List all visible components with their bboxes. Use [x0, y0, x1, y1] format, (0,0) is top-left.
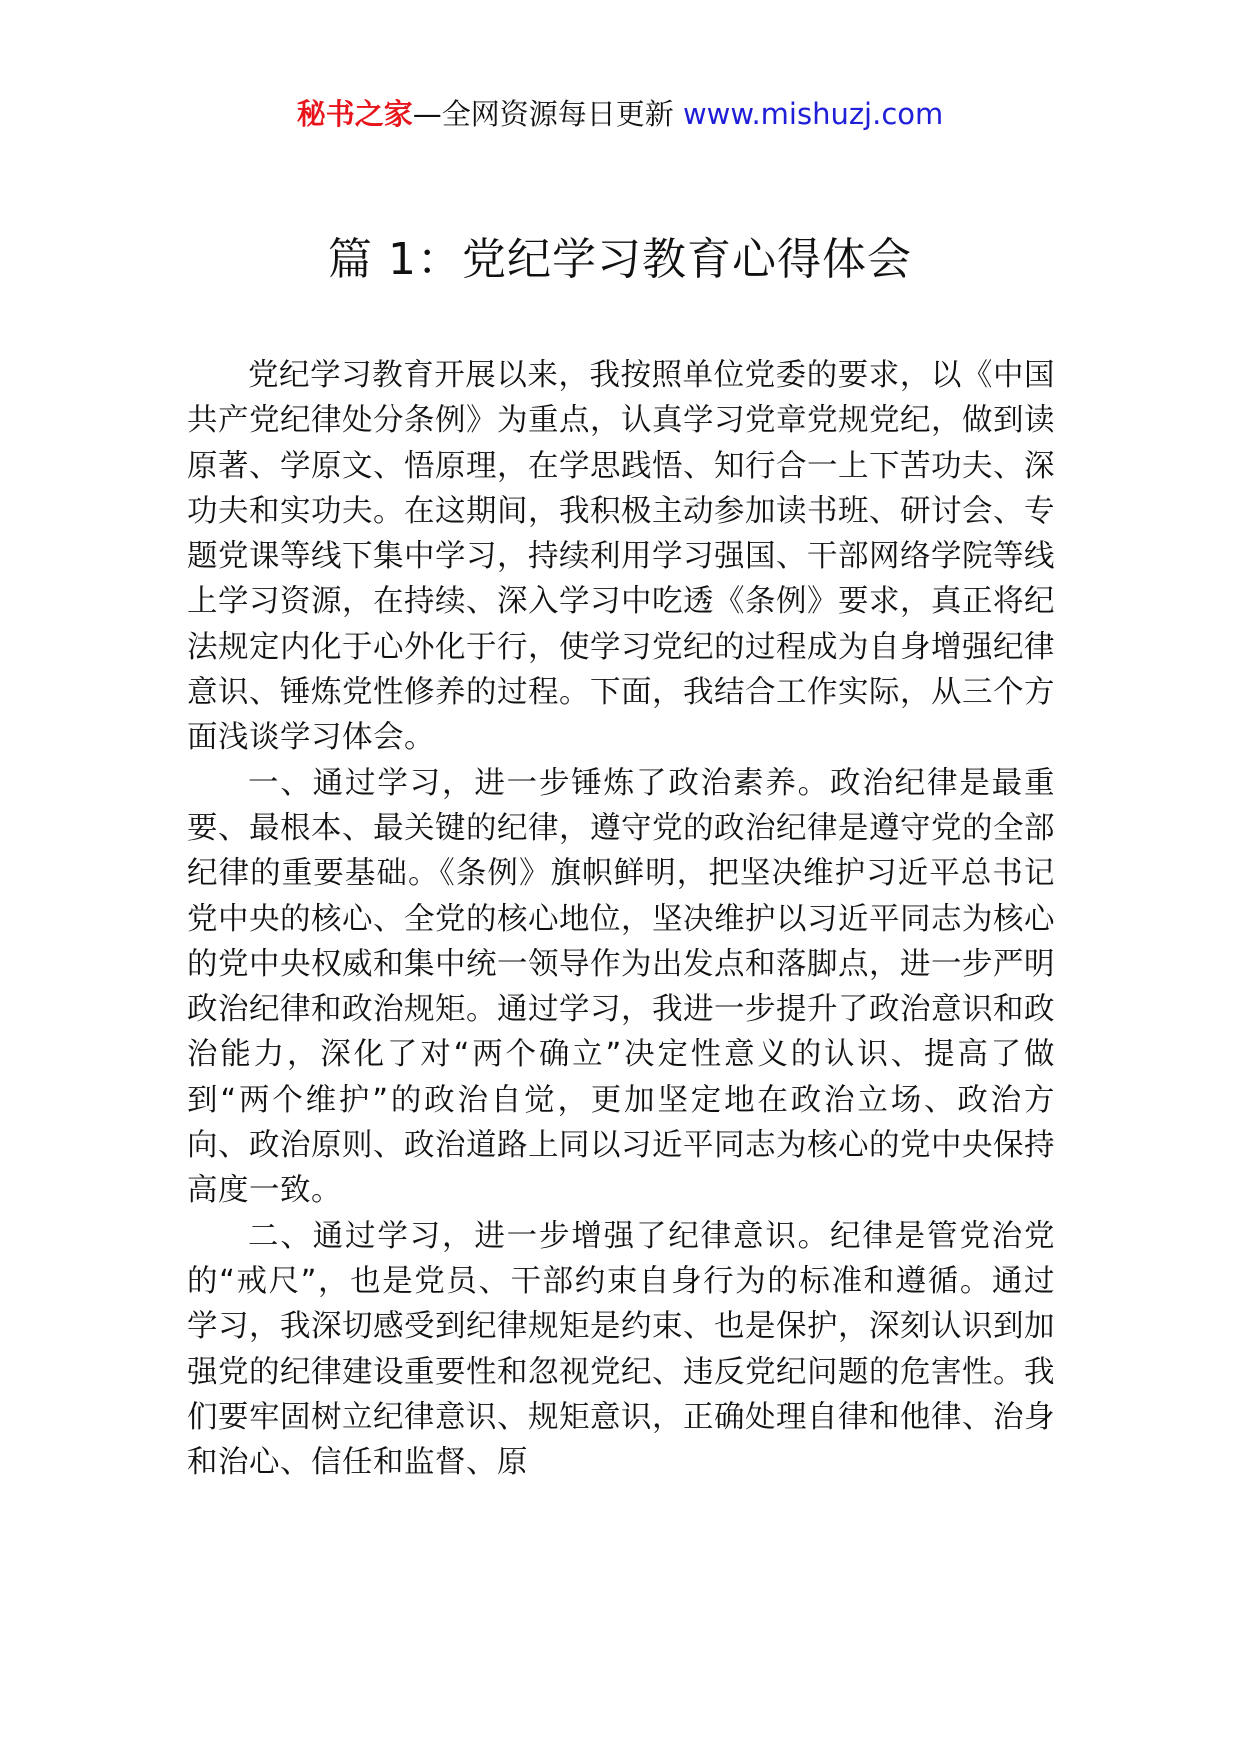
banner-tagline: —全网资源每日更新	[412, 97, 683, 131]
brand-name: 秘书之家	[296, 97, 413, 131]
paragraph-section-1: 一、通过学习，进一步锤炼了政治素养。政治纪律是最重要、最根本、最关键的纪律，遵守党的政治纪律是遵守党的全部纪律的重要基础。《条例》旗帜鲜明，把坚决维护习近平总书记党中央的核心、全党的核心地位，坚决维护以习近平同志为核心的党中央权威和集中统一领导作为出发点和落脚点，进一步严明政治纪律和政治规矩。通过学习，我进一步提升了政治意识和政治能力，深化了对“两个确立”决定性意义的认识、提高了做到“两个维护”的政治自觉，更加坚定地在政治立场、政治方向、政治原则、政治道路上同以习近平同志为核心的党中央保持高度一致。	[187, 765, 1055, 1209]
site-banner	[0, 94, 1240, 134]
site-url-link[interactable]: www.mishuzj.com	[682, 97, 944, 131]
document-body	[187, 353, 1055, 1485]
document-title: 篇 1：党纪学习教育心得体会	[328, 234, 912, 285]
paragraph-section-2: 二、通过学习，进一步增强了纪律意识。纪律是管党治党的“戒尺”，也是党员、干部约束自身行为的标准和遵循。通过学习，我深切感受到纪律规矩是约束、也是保护，深刻认识到加强党的纪律建设重要性和忽视党纪、违反党纪问题的危害性。我们要牢固树立纪律意识、规矩意识，正确处理自律和他律、治身和治心、信任和监督、原	[187, 1218, 1055, 1481]
paragraph-intro: 党纪学习教育开展以来，我按照单位党委的要求，以《中国共产党纪律处分条例》为重点，认真学习党章党规党纪，做到读原著、学原文、悟原理，在学思践悟、知行合一上下苦功夫、深功夫和实功夫。在这期间，我积极主动参加读书班、研讨会、专题党课等线下集中学习，持续利用学习强国、干部网络学院等线上学习资源，在持续、深入学习中吃透《条例》要求，真正将纪法规定内化于心外化于行，使学习党纪的过程成为自身增强纪律意识、锤炼党性修养的过程。下面，我结合工作实际，从三个方面浅谈学习体会。	[187, 358, 1055, 756]
